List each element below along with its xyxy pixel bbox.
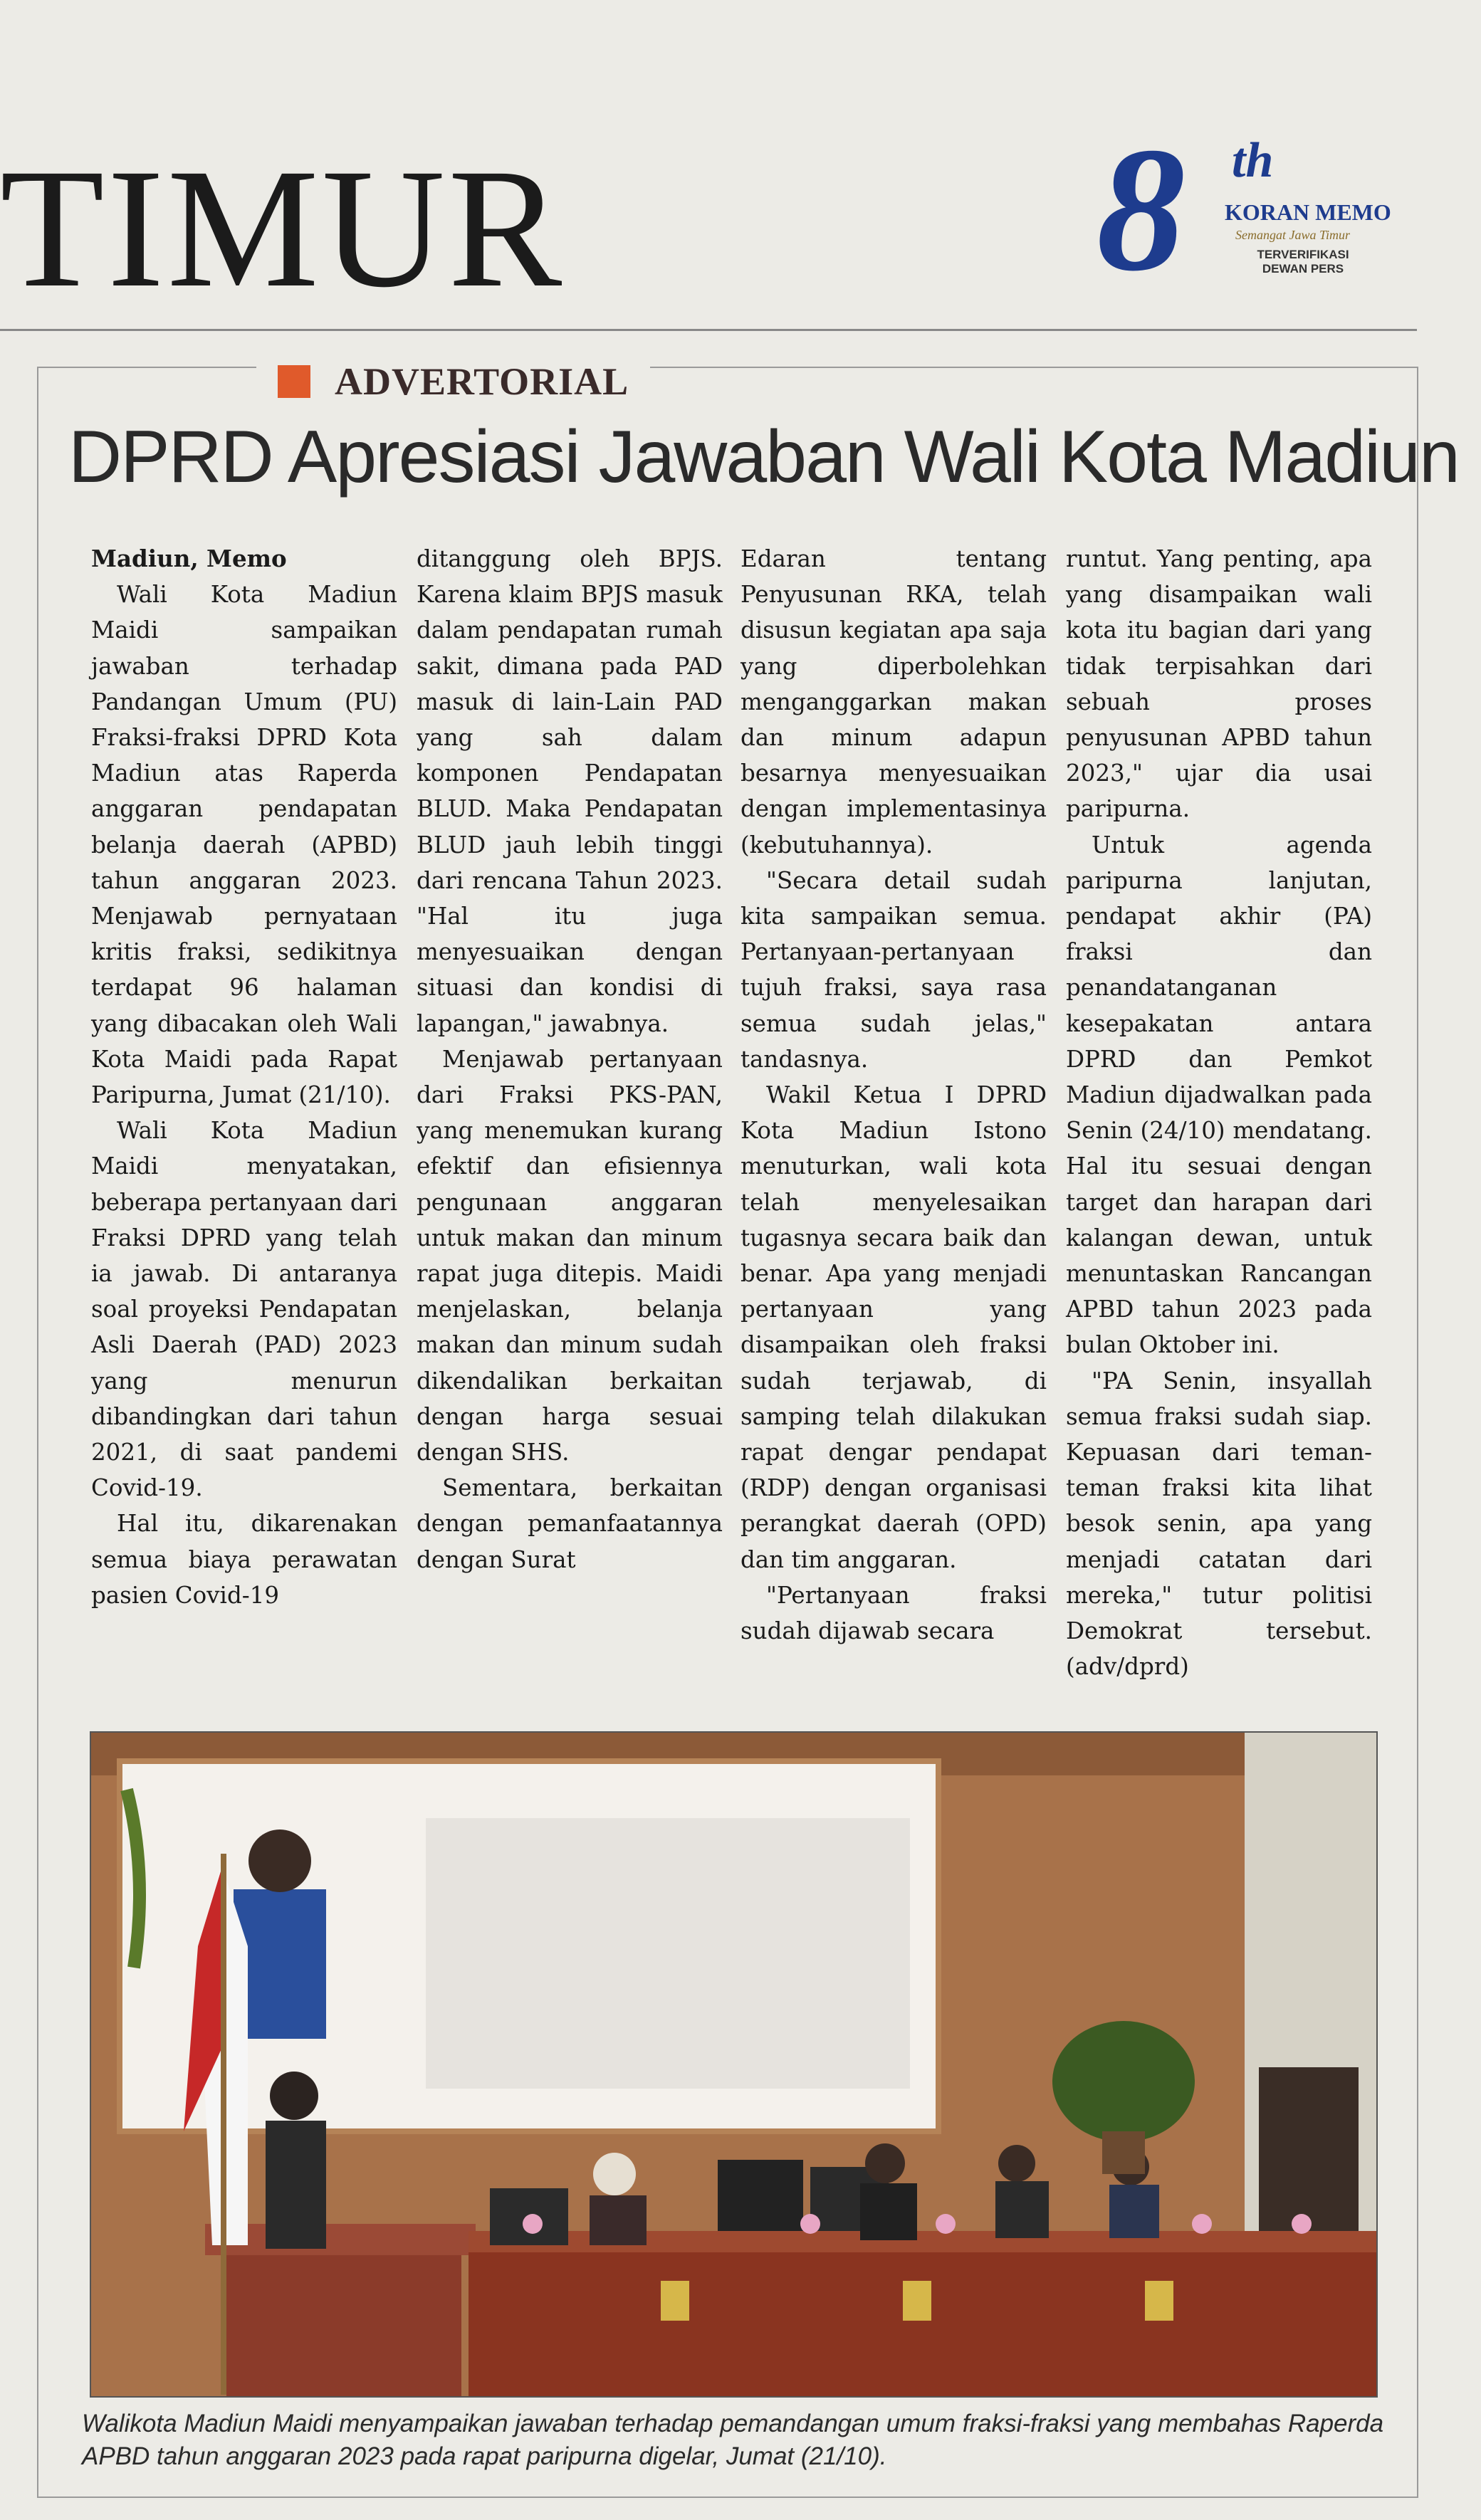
podium bbox=[226, 2245, 461, 2396]
speaker-head bbox=[270, 2072, 318, 2120]
masthead-divider bbox=[0, 329, 1417, 331]
article-column-1 bbox=[91, 541, 397, 1613]
paragraph: "Secara detail sudah kita sampaikan semua. Pertanyaan-pertanyaan tujuh fraksi, saya rasa semua sudah jelas," tandasnya. bbox=[740, 866, 1047, 1073]
paragraph: Hal itu, dikarenakan semua biaya perawatan pasien Covid-19 bbox=[91, 1510, 397, 1609]
newspaper-anniversary-logo bbox=[1097, 111, 1424, 308]
section-header bbox=[256, 359, 650, 404]
council-member bbox=[593, 2153, 636, 2195]
logo-verified-line1: TERVERIFIKASI bbox=[1257, 248, 1349, 261]
paragraph: Wali Kota Madiun Maidi sampaikan jawaban terhadap Pandangan Umum (PU) Fraksi-fraksi DPRD Kota Madiun atas Raperda anggaran pendapatan belanja daerah (APBD) tahun anggaran 2023. Menjawab pernyataan kritis fraksi, sedikitnya terdapat 96 halaman yang dibacakan oleh Wali Kota Maidi pada Rapat Paripurna, Jumat (21/10). bbox=[91, 581, 397, 1109]
paragraph: Wakil Ketua I DPRD Kota Madiun Istono menuturkan, wali kota telah menyelesaikan tugasnya secara baik dan benar. Apa yang menjadi pertanyaan yang disampaikan oleh fraksi sudah terjawab, di samping telah dilakukan rapat dengar pendapat (RDP) dengan organisasi perangkat daerah (OPD) dan tim anggaran. bbox=[740, 1081, 1047, 1573]
paragraph: Untuk agenda paripurna lanjutan, pendapat akhir (PA) fraksi dan penandatanganan kesepakatan antara DPRD dan Pemkot Madiun dijadwalkan pada Senin (24/10) mendatang. Hal itu sesuai dengan target dan harapan dari kalangan dewan, untuk menuntaskan Rancangan APBD tahun 2023 pada bulan Oktober ini. bbox=[1066, 831, 1372, 1359]
article-column-3 bbox=[740, 541, 1047, 1649]
photo-caption: Walikota Madiun Maidi menyampaikan jawaban terhadap pemandangan umum fraksi-fraksi yang membahas Raperda APBD tahun anggaran 2023 pada rapat paripurna digelar, Jumat (21/10). bbox=[82, 2410, 1384, 2470]
speaker-body bbox=[266, 2121, 326, 2249]
paragraph: Wali Kota Madiun Maidi menyatakan, beberapa pertanyaan dari Fraksi DPRD yang telah ia jawab. Di antaranya soal proyeksi Pendapatan Asli Daerah (PAD) 2023 yang menurun dibandingkan dari tahun 2021, di saat pandemi Covid-19. bbox=[91, 1117, 397, 1502]
section-square-icon bbox=[278, 365, 310, 398]
potted-plant bbox=[1052, 2021, 1195, 2142]
paragraph: "PA Senin, insyallah semua fraksi sudah siap. Kepuasan dari teman-teman fraksi kita lihat besok senin, apa yang menjadi catatan dari mereka," tutur politisi Demokrat tersebut. (adv/dprd) bbox=[1066, 1367, 1372, 1681]
masthead-title: TIMUR bbox=[0, 133, 565, 322]
logo-slogan: Semangat Jawa Timur bbox=[1235, 228, 1351, 242]
council-member bbox=[998, 2145, 1035, 2182]
paragraph: Edaran tentang Penyusunan RKA, telah disusun kegiatan apa saja yang diperbolehkan menganggarkan makan dan minum adapun besarnya menyesuaikan dengan implementasinya (kebutuhannya). bbox=[740, 545, 1047, 859]
article-column-4 bbox=[1066, 541, 1372, 1685]
paragraph: Sementara, berkaitan dengan pemanfaatannya dengan Surat bbox=[417, 1474, 723, 1573]
article-headline: DPRD Apresiasi Jawaban Wali Kota Madiun bbox=[68, 416, 1459, 498]
paragraph: ditanggung oleh BPJS. Karena klaim BPJS masuk dalam pendapatan rumah sakit, dimana pada PAD masuk di lain-Lain PAD yang sah dalam komponen Pendapatan BLUD. Maka Pendapatan BLUD jauh lebih tinggi dari rencana Tahun 2023. "Hal itu juga menyesuaikan dengan situasi dan kondisi di lapangan," jawabnya. bbox=[417, 545, 723, 1037]
photo-scene bbox=[91, 1733, 1376, 2396]
logo-verified-badge bbox=[1232, 248, 1374, 277]
paragraph: runtut. Yang penting, apa yang disampaikan wali kota itu bagian dari yang tidak terpisahkan dari sebuah proses penyusunan APBD tahun 2023," ujar dia usai paripurna. bbox=[1066, 545, 1372, 823]
logo-brand: KORAN MEMO bbox=[1225, 199, 1391, 225]
paragraph: "Pertanyaan fraksi sudah dijawab secara bbox=[740, 1581, 1047, 1645]
paragraph: Menjawab pertanyaan dari Fraksi PKS-PAN, yang menemukan kurang efektif dan efisiennya pengunaan anggaran untuk makan dan minum rapat juga ditepis. Maidi menjelaskan, belanja makan dan minum sudah dikendalikan berkaitan dengan harga sesuai dengan SHS. bbox=[417, 1045, 723, 1466]
logo-verified-line2: DEWAN PERS bbox=[1262, 262, 1344, 276]
logo-number: 8 bbox=[1097, 111, 1186, 308]
article-photo bbox=[90, 1731, 1378, 2398]
article-column-2 bbox=[417, 541, 723, 1577]
section-label: ADVERTORIAL bbox=[335, 360, 629, 403]
logo-suffix: th bbox=[1232, 133, 1274, 188]
council-member bbox=[865, 2143, 905, 2183]
article-dateline: Madiun, Memo bbox=[91, 545, 287, 572]
